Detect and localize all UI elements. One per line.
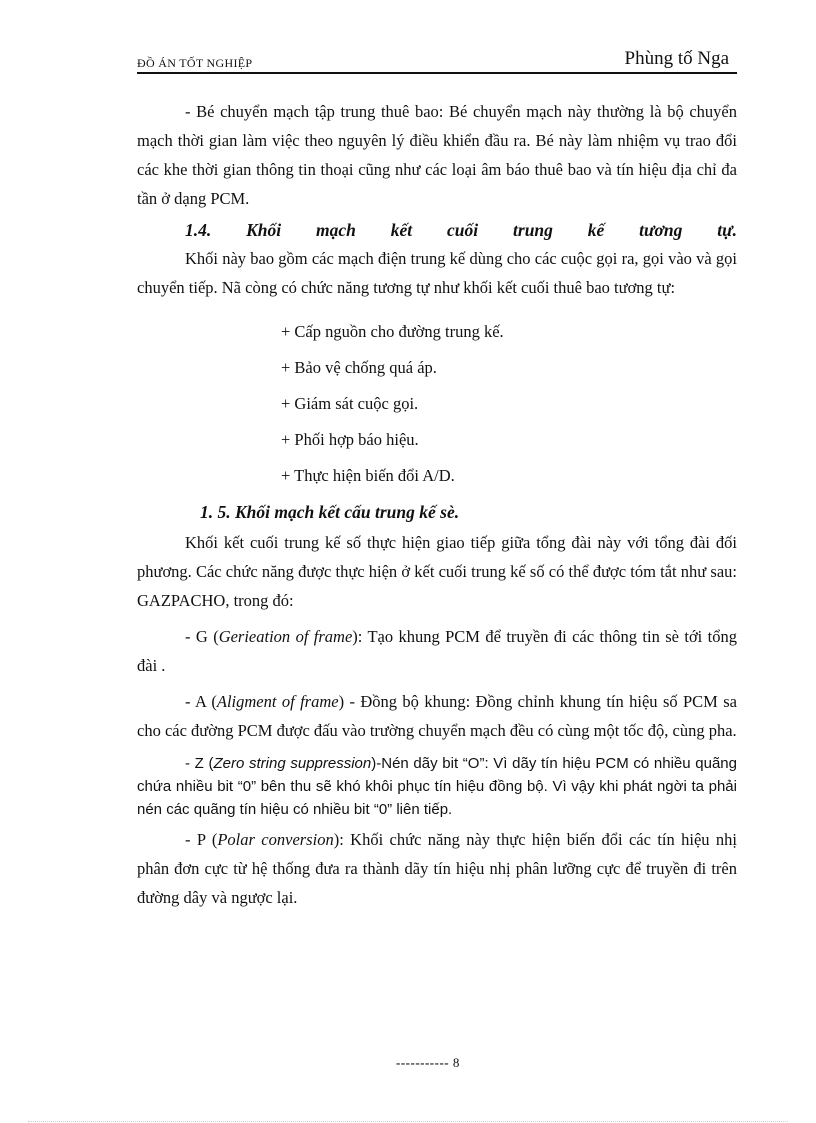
page-content	[137, 97, 737, 912]
paragraph-g	[137, 622, 737, 680]
header-author: Phùng tố Nga	[624, 48, 729, 69]
list-item: + Thực hiện biến đổi A/D.	[281, 466, 455, 485]
paragraph-subscriber-switch: - Bé chuyển mạch tập trung thuê bao: Bé chuyển mạch này thường là bộ chuyển mạch thời gian làm việc theo nguyên lý điều khiển đầu ra. Bé này làm nhiệm vụ trao đổi các khe thời gian thông tin thoại cũng như các loại âm báo thuê bao và tín hiệu địa chỉ đa tần ở dạng PCM.	[137, 102, 737, 208]
function-list	[137, 314, 737, 494]
g-text: ): Tạo khung PCM để truyền đi các thông tin sè tới tổng đài .	[137, 627, 737, 675]
a-term: Aligment of frame	[216, 692, 339, 711]
page-number: 8	[452, 1055, 460, 1070]
paragraph-trunk-block: Khối này bao gồm các mạch điện trung kế dùng cho các cuộc gọi ra, gọi vào và gọi chuyển tiếp. Nã còng có chức năng tương tự như khối kết cuối thuê bao tương tự:	[137, 249, 737, 297]
list-item: + Phối hợp báo hiệu.	[281, 430, 419, 449]
z-prefix: - Z (	[185, 755, 214, 772]
p-text: ): Khối chức năng này thực hiện biến đổi các tín hiệu nhị phân đơn cực từ hệ thống đưa ra thành dãy tín hiệu nhị phân lưỡng cực để truyền đi trên đường dây và ngược lại.	[137, 830, 737, 907]
z-term: Zero string suppression	[213, 755, 372, 772]
footer-dashes: -----------	[396, 1055, 450, 1070]
list-item: + Cấp nguồn cho đường trung kế.	[281, 322, 504, 341]
p-prefix: - P (	[185, 830, 218, 849]
header-title: ĐỒ ÁN TỐT NGHIỆP	[137, 56, 253, 70]
list-item: + Bảo vệ chống quá áp.	[281, 358, 437, 377]
page-footer	[396, 1055, 460, 1071]
header-rule	[137, 72, 737, 74]
bottom-dotted-border	[28, 1121, 788, 1122]
list-item: + Giám sát cuộc gọi.	[281, 394, 419, 413]
a-prefix: - A (	[185, 692, 217, 711]
paragraph-digital-trunk: Khối kết cuối trung kế số thực hiện giao tiếp giữa tổng đài này với tổng đài đối phương. Các chức năng được thực hiện ở kết cuối trung kế số có thể được tóm tắt như sau: GAZPACHO, trong đó:	[137, 533, 737, 610]
g-term: Gerieation of frame	[218, 627, 353, 646]
paragraph-z	[137, 752, 737, 821]
paragraph-p	[137, 825, 737, 912]
z-text: )-Nén dãy bit “O”: Vì dãy tín hiệu PCM có nhiều quãng chứa nhiều bit “0” bên thu sẽ khó khôi phục tín hiệu đồng bộ. Vì vậy khi phát ngời ta phải nén các quãng tín hiệu có nhiều bit “0” liên tiếp.	[137, 755, 737, 818]
paragraph-a	[137, 687, 737, 745]
section-heading-1-5: 1. 5. Khối mạch kết cấu trung kế sè.	[200, 502, 460, 522]
a-text: ) - Đồng bộ khung: Đồng chỉnh khung tín hiệu số PCM sa cho các đường PCM được đấu vào trường chuyển mạch đều có cùng một tốc độ, cùng pha.	[137, 692, 737, 740]
g-prefix: - G (	[185, 627, 219, 646]
page-header	[137, 48, 737, 74]
p-term: Polar conversion	[217, 830, 334, 849]
section-heading-1-4: 1.4. Khối mạch kết cuối trung kế tương tự.	[185, 220, 737, 240]
